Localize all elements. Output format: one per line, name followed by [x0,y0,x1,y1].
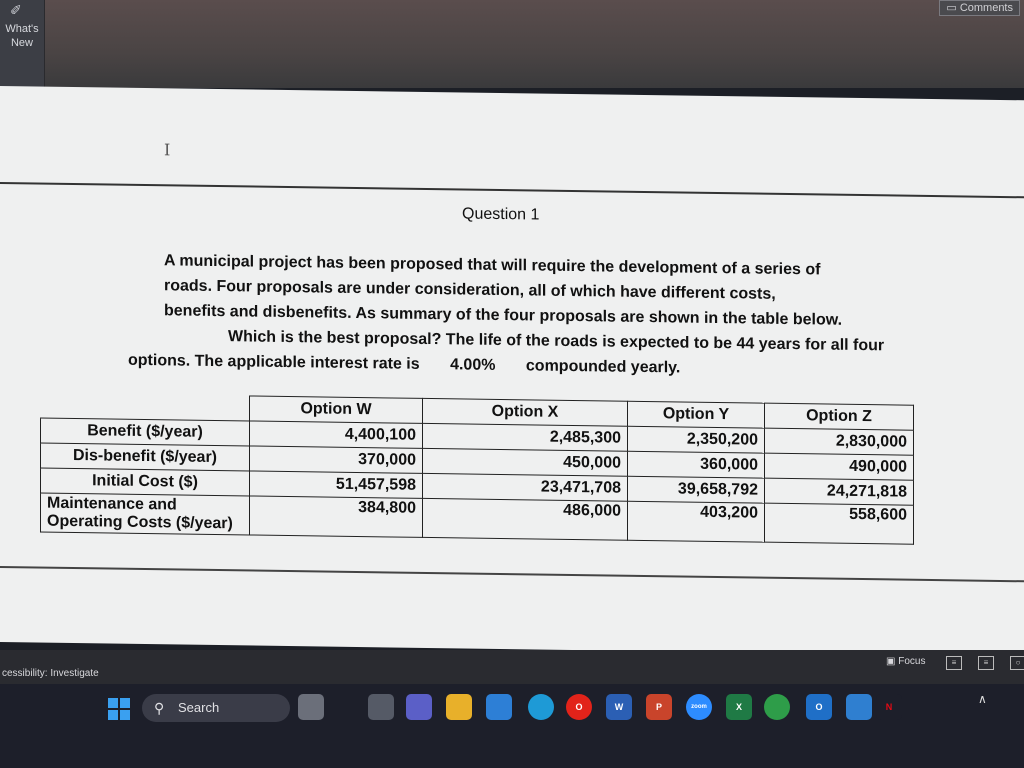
column-header: Option W [250,396,423,423]
outlook-icon[interactable]: O [806,694,832,720]
table-cell: 4,400,100 [250,421,423,448]
status-bar [0,650,1024,684]
comments-label: Comments [959,2,1013,14]
table-cell: 490,000 [765,453,914,480]
edge-icon[interactable] [528,694,554,720]
chrome-icon[interactable] [764,694,790,720]
chevron-up-icon[interactable]: ∧ [978,692,987,706]
column-header: Option Y [628,401,765,428]
whats-new-icon[interactable]: ✐ [10,2,22,18]
row-label: Dis-benefit ($/year) [41,443,250,471]
excel-icon[interactable]: X [726,694,752,720]
column-header: Option Z [765,403,914,430]
table-cell: 51,457,598 [250,471,423,498]
teams-icon[interactable] [406,694,432,720]
comment-icon: ▭ [946,2,957,14]
onedrive-icon[interactable] [846,694,872,720]
word-icon[interactable]: W [606,694,632,720]
table-cell: 403,200 [628,501,765,542]
focus-icon: ▣ [886,656,896,667]
table-cell: 23,471,708 [423,473,628,501]
paragraph-line: Which is the best proposal? The life of the roads is expected to be 44 years for all four [228,328,885,355]
question-title: Question 1 [462,205,540,224]
table-cell: 450,000 [423,448,628,476]
start-icon[interactable] [108,698,130,720]
taskbar-search[interactable] [142,694,290,722]
accessibility-status[interactable]: cessibility: Investigate [2,668,99,679]
table-corner [41,393,250,421]
table-cell: 2,485,300 [423,423,628,451]
text-cursor-icon: I [164,140,171,160]
search-icon: ⚲ [154,700,165,716]
row-label: Maintenance and Operating Costs ($/year) [41,493,250,535]
store-icon[interactable] [486,694,512,720]
read-mode-icon[interactable]: ≡ [946,656,962,670]
widgets-icon[interactable] [298,694,324,720]
page-rule-top [0,182,1024,198]
focus-label: Focus [898,656,926,667]
paragraph-line: benefits and disbenefits. As summary of the four proposals are shown in the table below. [164,302,843,329]
table-cell: 486,000 [423,498,628,540]
proposals-table [40,393,914,545]
paragraph-line: roads. Four proposals are under consideration, all of which have different costs, [164,277,776,303]
taskbar [0,684,1024,768]
table-cell: 384,800 [250,496,423,537]
web-layout-icon[interactable]: ○ [1010,656,1024,670]
interest-rate-value: 4.00% [450,356,496,374]
table-cell: 24,271,818 [765,478,914,505]
search-label: Search [178,700,220,715]
table-cell: 2,350,200 [628,426,765,453]
print-layout-icon[interactable]: ≡ [978,656,994,670]
task-view-icon[interactable] [368,694,394,720]
paragraph-text: compounded yearly. [525,357,681,377]
zoom-icon[interactable]: zoom [686,694,712,720]
question-paragraph [128,248,928,384]
table-cell: 2,830,000 [765,428,914,455]
table-cell: 360,000 [628,451,765,478]
focus-mode-button[interactable] [886,656,925,667]
row-label: Initial Cost ($) [41,468,250,496]
netflix-icon[interactable]: N [876,694,902,720]
paragraph-line: A municipal project has been proposed that will require the development of a series of [164,252,821,279]
file-explorer-icon[interactable] [446,694,472,720]
document-page[interactable] [0,86,1024,656]
opera-icon[interactable]: O [566,694,592,720]
comments-button[interactable] [939,0,1020,16]
table-cell: 558,600 [765,503,914,544]
column-header: Option X [423,398,628,426]
app-header [0,0,1024,88]
row-label: Benefit ($/year) [41,418,250,446]
table-cell: 39,658,792 [628,476,765,503]
whats-new-button[interactable]: What's New [5,23,39,49]
left-rail [0,0,45,88]
powerpoint-icon[interactable]: P [646,694,672,720]
table-cell: 370,000 [250,446,423,473]
paragraph-text: options. The applicable interest rate is [128,351,420,373]
page-rule-bottom [0,566,1024,582]
